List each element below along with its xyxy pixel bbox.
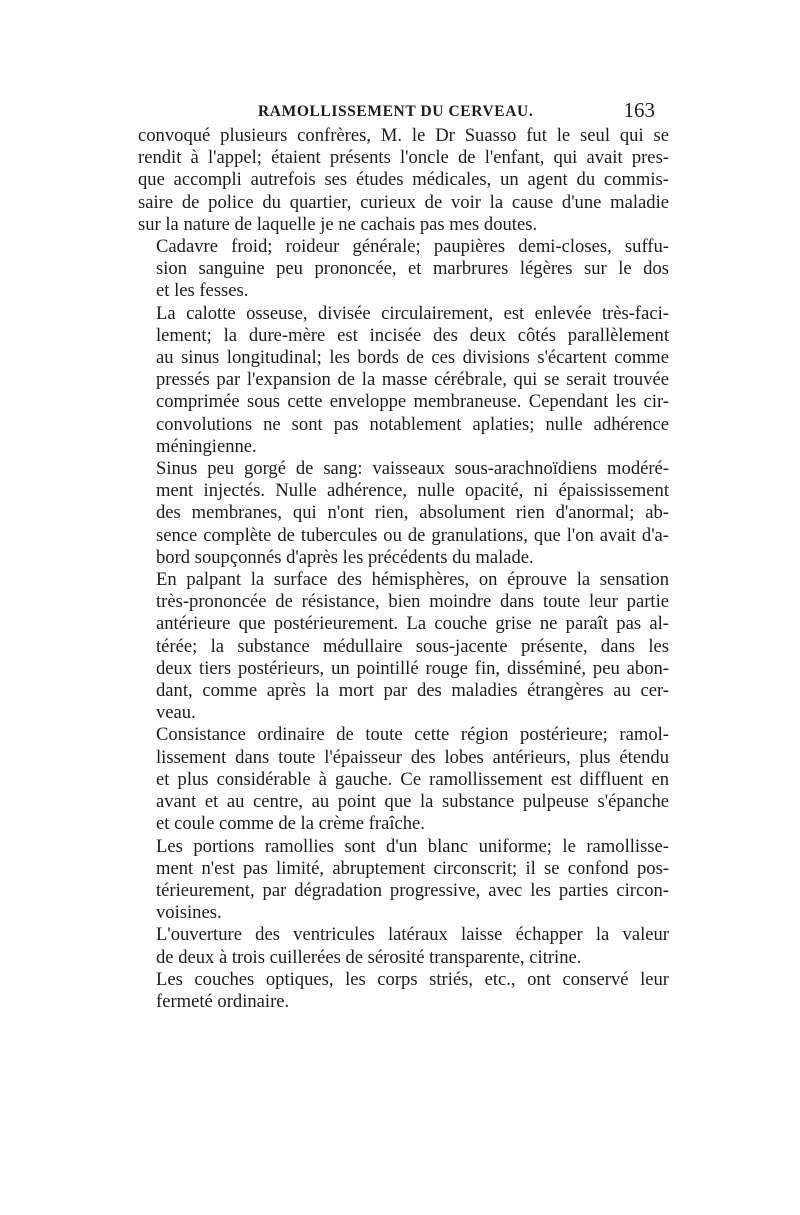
text-line: Consistance ordinaire de toute cette région postérieure; ramol- — [156, 724, 669, 746]
paragraph — [138, 569, 669, 724]
running-title: RAMOLLISSEMENT DU CERVEAU. — [258, 103, 534, 120]
text-line: L'ouverture des ventricules latéraux laisse échapper la valeur — [156, 924, 669, 946]
text-line: convoqué plusieurs confrères, M. le Dr Suasso fut le seul qui se — [138, 125, 669, 146]
text-line: comprimée sous cette enveloppe membraneuse. Cependant les cir- — [156, 391, 669, 413]
text-line: La calotte osseuse, divisée circulairement, est enlevée très-faci- — [156, 302, 669, 324]
text-line: avant et au centre, au point que la substance pulpeuse s'épanche — [156, 791, 669, 813]
text-line: que accompli autrefois ses études médicales, un agent du commis- — [138, 169, 669, 191]
paragraph — [138, 924, 669, 968]
page-header — [138, 95, 669, 125]
text-line: deux tiers postérieurs, un pointillé rouge fin, disséminé, peu abon- — [156, 657, 669, 679]
text-line: Les portions ramollies sont d'un blanc uniforme; le ramollisse- — [156, 835, 669, 857]
paragraph — [138, 458, 669, 569]
text-line: ment injectés. Nulle adhérence, nulle opacité, ni épaississement — [156, 480, 669, 502]
text-line: de deux à trois cuillerées de sérosité transparente, citrine. — [156, 946, 582, 968]
text-line: rendit à l'appel; étaient présents l'oncle de l'enfant, qui avait pres- — [138, 147, 669, 169]
text-line: et coule comme de la crème fraîche. — [156, 813, 425, 835]
text-line: veau. — [156, 702, 196, 724]
text-line: bord soupçonnés d'après les précédents du malade. — [156, 546, 534, 568]
text-line: sur la nature de laquelle je ne cachais pas mes doutes. — [138, 213, 538, 235]
text-line: convolutions ne sont pas notablement aplaties; nulle adhérence — [156, 413, 669, 435]
text-line: En palpant la surface des hémisphères, on éprouve la sensation — [156, 569, 669, 591]
text-line: très-prononcée de résistance, bien moindre dans toute leur partie — [156, 591, 669, 613]
text-line: dant, comme après la mort par des maladies étrangères au cer- — [156, 680, 669, 702]
page-number: 163 — [623, 98, 655, 122]
paragraph — [138, 236, 669, 303]
text-line: antérieure que postérieurement. La couche grise ne paraît pas al- — [156, 613, 669, 635]
text-line: Les couches optiques, les corps striés, etc., ont conservé leur — [156, 968, 669, 990]
paragraph — [138, 969, 669, 1013]
paragraph — [138, 836, 669, 925]
text-line: térée; la substance médullaire sous-jacente présente, dans les — [156, 635, 669, 657]
text-line: saire de police du quartier, curieux de voir la cause d'une maladie — [138, 191, 669, 213]
text-line: et les fesses. — [156, 280, 249, 302]
book-page — [138, 95, 669, 1013]
paragraph — [138, 724, 669, 835]
text-line: et plus considérable à gauche. Ce ramollissement est diffluent en — [156, 768, 669, 790]
text-line: térieurement, par dégradation progressive, avec les parties circon- — [156, 879, 669, 901]
text-line: pressés par l'expansion de la masse cérébrale, qui se serait trouvée — [156, 369, 669, 391]
text-line: au sinus longitudinal; les bords de ces divisions s'écartent comme — [156, 347, 669, 369]
body-text — [138, 125, 669, 1013]
text-line: lement; la dure-mère est incisée des deux côtés parallèlement — [156, 324, 669, 346]
paragraph — [138, 125, 669, 236]
text-line: des membranes, qui n'ont rien, absolument rien d'anormal; ab- — [156, 502, 669, 524]
text-line: ment n'est pas limité, abruptement circonscrit; il se confond pos- — [156, 857, 669, 879]
text-line: méningienne. — [156, 435, 257, 457]
text-line: sence complète de tubercules ou de granulations, que l'on avait d'a- — [156, 524, 669, 546]
text-line: Cadavre froid; roideur générale; paupières demi-closes, suffu- — [156, 236, 669, 258]
text-line: sion sanguine peu prononcée, et marbrures légères sur le dos — [156, 258, 669, 280]
text-line: Sinus peu gorgé de sang: vaisseaux sous-arachnoïdiens modéré- — [156, 458, 669, 480]
text-line: lissement dans toute l'épaisseur des lobes antérieurs, plus étendu — [156, 746, 669, 768]
text-line: voisines. — [156, 902, 222, 924]
text-line: fermeté ordinaire. — [156, 990, 290, 1012]
paragraph — [138, 303, 669, 458]
